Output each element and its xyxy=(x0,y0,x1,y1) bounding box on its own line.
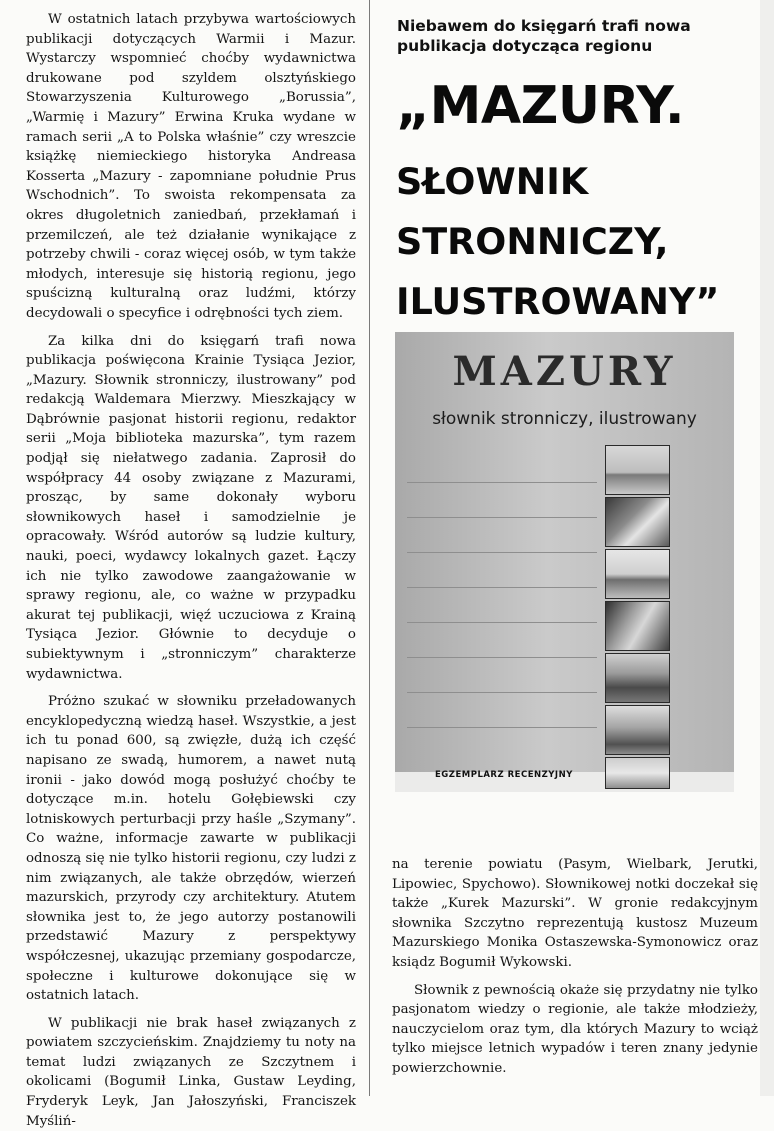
cover-review-copy-label: EGZEMPLARZ RECENZYJNY xyxy=(435,770,573,780)
article-right-column xyxy=(392,855,758,1079)
headline-title xyxy=(396,152,719,332)
cover-handwriting-line xyxy=(407,517,597,518)
page-edge xyxy=(760,0,774,1096)
cover-title: MAZURY xyxy=(452,348,677,395)
headline-line-2: STRONNICZY, xyxy=(396,220,669,263)
cover-handwriting-line xyxy=(407,622,597,623)
article-paragraph-1: W ostatnich latach przybywa wartościowych publikacji dotyczących Warmii i Mazur. Wystarczy wspomnieć choćby wydawnictwa drukowane pod szyldem olsztyńskiego Stowarzyszenia Kulturowego „Borussia”, „Warmię i Mazury” Erwina Kruka wydane w ramach serii „A to Polska właśnie” czy wreszcie książkę niemieckiego historyka Andreasa Kosserta „Mazury - zapomniane południe Prus Wschodnich”. To swoista rekompensata za okres długoletnich zaniedbań, przekłamań i przemilczeń, ale też działanie wynikające z potrzeby chwili - coraz więcej osób, w tym także młodych, interesuje się historią regionu, jego spuścizną kulturalną oraz ludźmi, którzy decydowali o specyfice i odrębności tych ziem. xyxy=(26,12,356,321)
headline-line-3: ILUSTROWANY” xyxy=(396,280,720,323)
cover-handwriting-line xyxy=(407,552,597,553)
cover-photo-village xyxy=(605,705,670,755)
article-paragraph-5: na terenie powiatu (Pasym, Wielbark, Jerutki, Lipowiec, Spychowo). Słownikowej notki doczekał się także „Kurek Mazurski”. W gronie redakcyjnym słownika Szczytno reprezentują kustosz Muzeum Mazurskiego Monika Ostaszewska-Symonowicz oraz ksiądz Bogumił Wykowski. xyxy=(392,857,758,970)
article-left-column xyxy=(26,10,356,1131)
cover-handwriting-line xyxy=(407,727,597,728)
cover-handwriting-line xyxy=(407,587,597,588)
cover-photo-bird xyxy=(605,757,670,789)
headline-main: „MAZURY. xyxy=(396,76,685,136)
cover-photo-crowd xyxy=(605,601,670,651)
column-divider xyxy=(369,0,370,1096)
article-paragraph-4: W publikacji nie brak haseł związanych z powiatem szczycieńskim. Znajdziemy tu noty na temat ludzi związanych ze Szczytnem i okolicami (Bogumił Linka, Gustaw Leyding, Fryderyk Leyk, Jan Jałoszyński, Franciszek Myśliń- xyxy=(26,1015,356,1129)
cover-photo-sailboats xyxy=(605,549,670,599)
cover-subtitle: słownik stronniczy, ilustrowany xyxy=(432,409,697,429)
headline-kicker: Niebawem do księgarń trafi nowa publikacja dotycząca regionu xyxy=(397,17,691,55)
cover-handwriting-line xyxy=(407,482,597,483)
article-paragraph-6: Słownik z pewnością okaże się przydatny nie tylko pasjonatom wiedzy o regionie, ale także młodzieży, nauczycielom oraz tym, dla których Mazury to wciąż tylko miejsce letnich wypadów i teren znany jedynie powierzchownie. xyxy=(392,982,758,1076)
cover-photo-people xyxy=(605,497,670,547)
cover-photo-lake xyxy=(605,445,670,495)
cover-handwriting-line xyxy=(407,692,597,693)
article-paragraph-3: Próżno szukać w słowniku przeładowanych encyklopedyczną wiedzą haseł. Wszystkie, a jest ich tu ponad 600, są zwięzłe, dużą ich część napisano ze swadą, humorem, a nawet nutą ironii - jako dowód mogą posłużyć choćby te dotyczące m.in. hotelu Gołębiewski czy lotniskowych perturbacji przy haśle „Szymany”. Co ważne, informacje zawarte w publikacji odnoszą się nie tylko historii regionu, czy ludzi z nim związanych, ale także obrzędów, wierzeń mazurskich, przyrody czy architektury. Atutem słownika jest to, że jego autorzy postanowili przedstawić Mazury z perspektywy współczesnej, ukazując przemiany gospodarcze, społeczne i kulturowe dokonujące się w ostatnich latach. xyxy=(26,694,356,1004)
book-cover xyxy=(395,332,734,792)
cover-photo-landscape xyxy=(605,653,670,703)
headline-line-1: SŁOWNIK xyxy=(396,160,589,203)
article-paragraph-2: Za kilka dni do księgarń trafi nowa publikacja poświęcona Krainie Tysiąca Jezior, „Mazury. Słownik stronniczy, ilustrowany” pod redakcją Waldemara Mierzwy. Mieszkający w Dąbrównie pasjonat historii regionu, redaktor serii „Moja biblioteka mazurska”, tym razem podjął się niełatwego zadania. Zaprosił do współpracy 44 osoby związane z Mazurami, prosząc, by same dokonały wyboru słownikowych haseł i samodzielnie je opracowały. Wśród autorów są ludzie kultury, nauki, poeci, wydawcy lokalnych gazet. Łączy ich nie tylko zawodowe zaangażowanie w sprawy regionu, ale, co ważne w przypadku akurat tej publikacji, więź uczuciowa z Krainą Tysiąca Jezior. Głównie to decyduje o subiektywnym i „stronniczym” charakterze wydawnictwa. xyxy=(26,333,356,682)
cover-handwriting-line xyxy=(407,657,597,658)
